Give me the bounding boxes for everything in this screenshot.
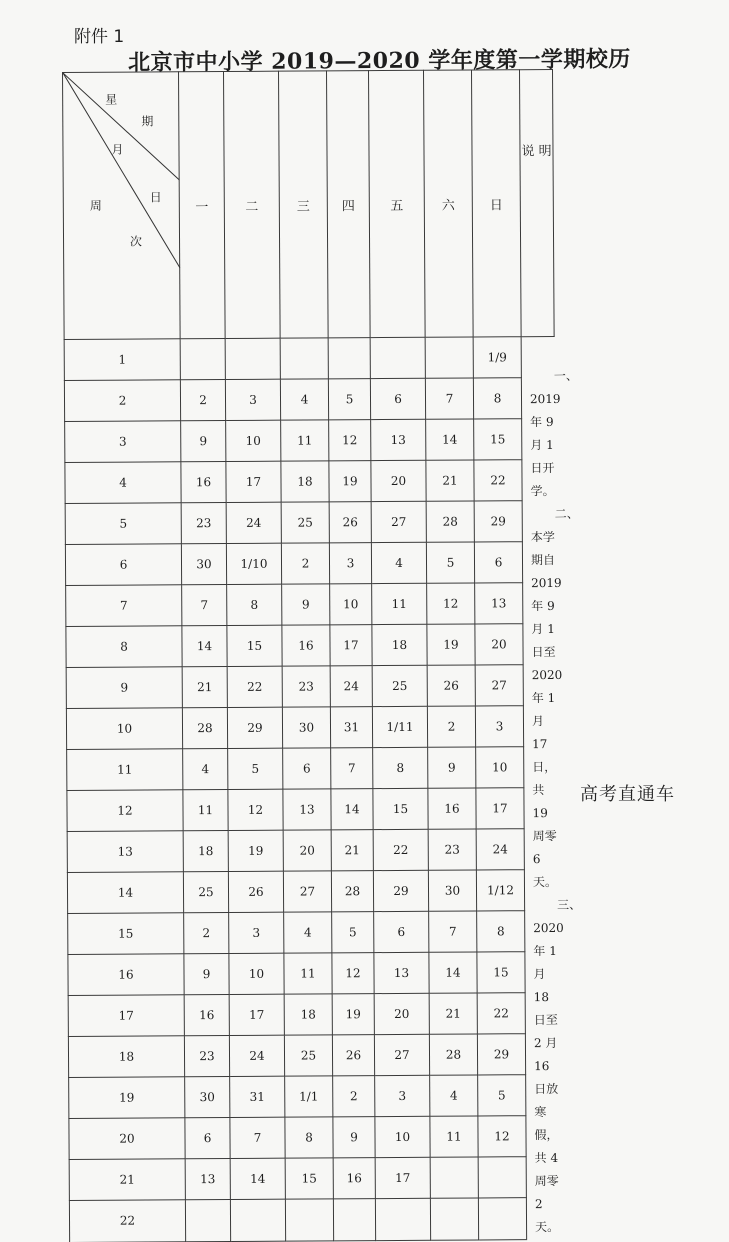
date-cell: 30 bbox=[428, 870, 476, 911]
date-cell: 13 bbox=[283, 789, 331, 830]
date-cell bbox=[230, 1199, 285, 1241]
date-cell: 17 bbox=[229, 994, 284, 1035]
date-cell: 20 bbox=[475, 624, 523, 665]
table-row bbox=[69, 1157, 559, 1201]
week-number-cell: 20 bbox=[69, 1118, 185, 1160]
table-row bbox=[68, 993, 558, 1037]
corner-label-yue: 月 bbox=[111, 142, 124, 157]
date-cell: 1/10 bbox=[226, 543, 281, 584]
date-cell bbox=[430, 1157, 478, 1198]
calendar-body bbox=[64, 336, 582, 1241]
date-cell: 19 bbox=[332, 994, 374, 1035]
date-cell: 4 bbox=[430, 1075, 478, 1116]
header-row bbox=[63, 70, 555, 340]
date-cell: 8 bbox=[227, 584, 282, 625]
date-cell: 15 bbox=[227, 625, 282, 666]
table-row bbox=[68, 952, 558, 996]
school-calendar-table-wrapper bbox=[62, 69, 582, 1235]
date-cell: 12 bbox=[478, 1116, 526, 1157]
date-cell bbox=[478, 1157, 526, 1198]
date-cell: 31 bbox=[330, 707, 372, 748]
date-cell: 28 bbox=[426, 501, 474, 542]
date-cell: 13 bbox=[475, 583, 523, 624]
table-row bbox=[64, 378, 554, 422]
date-cell: 24 bbox=[476, 829, 524, 870]
date-cell: 1/11 bbox=[372, 706, 427, 747]
date-cell: 7 bbox=[425, 378, 473, 419]
table-row bbox=[69, 1075, 559, 1119]
table-row bbox=[68, 911, 558, 955]
date-cell: 9 bbox=[428, 747, 476, 788]
date-cell: 24 bbox=[229, 1035, 284, 1076]
date-cell: 3 bbox=[329, 543, 371, 584]
date-cell: 10 bbox=[330, 584, 372, 625]
notes-cell bbox=[521, 336, 582, 1239]
date-cell: 30 bbox=[282, 707, 330, 748]
date-cell: 2 bbox=[180, 380, 225, 421]
week-number-cell: 5 bbox=[65, 503, 181, 545]
date-cell: 10 bbox=[476, 747, 524, 788]
date-cell: 26 bbox=[228, 871, 283, 912]
date-cell: 18 bbox=[183, 831, 228, 872]
date-cell: 20 bbox=[374, 994, 429, 1035]
week-number-cell: 10 bbox=[66, 708, 182, 750]
table-row bbox=[66, 624, 556, 668]
date-cell bbox=[430, 1198, 478, 1239]
date-cell: 8 bbox=[473, 378, 521, 419]
page-title: 北京市中小学 2019—2020 学年度第一学期校历 bbox=[127, 46, 631, 76]
week-number-cell: 19 bbox=[69, 1077, 185, 1119]
date-cell: 21 bbox=[426, 460, 474, 501]
week-number-cell: 22 bbox=[69, 1200, 185, 1242]
table-row bbox=[65, 542, 555, 586]
date-cell: 18 bbox=[281, 461, 329, 502]
table-row bbox=[66, 583, 556, 627]
date-cell: 3 bbox=[225, 379, 280, 420]
date-cell: 15 bbox=[477, 952, 525, 993]
week-number-cell: 16 bbox=[68, 954, 184, 996]
note-item: 二、本学期自 2019 年 9 月 1 日至 2020 年 1 月 17 日，共 19 周零 6 天。 bbox=[530, 506, 579, 890]
date-cell: 17 bbox=[375, 1158, 430, 1199]
date-cell: 24 bbox=[330, 666, 372, 707]
week-number-cell: 2 bbox=[64, 380, 180, 422]
corner-header-cell bbox=[63, 72, 181, 340]
date-cell: 18 bbox=[284, 994, 332, 1035]
corner-label-ci: 次 bbox=[129, 234, 143, 249]
date-cell: 28 bbox=[182, 708, 227, 749]
date-cell: 8 bbox=[285, 1117, 333, 1158]
table-row bbox=[66, 665, 556, 709]
date-cell: 10 bbox=[375, 1117, 430, 1158]
date-cell: 11 bbox=[372, 583, 427, 624]
date-cell: 22 bbox=[227, 666, 282, 707]
table-row bbox=[67, 788, 557, 832]
corner-label-qi: 期 bbox=[141, 114, 154, 129]
table-row bbox=[64, 336, 554, 380]
date-cell bbox=[285, 1199, 333, 1240]
date-cell: 25 bbox=[183, 872, 228, 913]
date-cell bbox=[425, 337, 473, 378]
date-cell: 22 bbox=[474, 460, 522, 501]
weekday-header-sat: 六 bbox=[423, 70, 473, 337]
date-cell: 11 bbox=[430, 1116, 478, 1157]
date-cell: 13 bbox=[371, 419, 426, 460]
date-cell: 17 bbox=[476, 788, 524, 829]
date-cell: 23 bbox=[184, 1036, 229, 1077]
date-cell: 11 bbox=[281, 420, 329, 461]
date-cell: 29 bbox=[373, 870, 428, 911]
date-cell: 27 bbox=[475, 665, 523, 706]
table-row bbox=[66, 706, 556, 750]
week-number-cell: 7 bbox=[66, 585, 182, 627]
corner-label-xing: 星 bbox=[105, 92, 118, 107]
attachment-label: 附件 1 bbox=[74, 27, 125, 47]
date-cell bbox=[225, 338, 280, 379]
date-cell: 5 bbox=[332, 912, 374, 953]
date-cell bbox=[180, 339, 225, 380]
watermark: 高考直通车 bbox=[580, 784, 675, 805]
date-cell: 31 bbox=[230, 1076, 285, 1117]
date-cell bbox=[333, 1199, 375, 1240]
date-cell: 27 bbox=[374, 1035, 429, 1076]
note-item: 三、2020 年 1 月 18 日至 2 月 16 日放寒假，共 4 周零 2 天。 bbox=[533, 897, 582, 1235]
table-row bbox=[67, 829, 557, 873]
date-cell: 4 bbox=[280, 379, 328, 420]
date-cell: 10 bbox=[226, 420, 281, 461]
date-cell: 3 bbox=[475, 706, 523, 747]
table-row bbox=[69, 1116, 559, 1160]
date-cell: 18 bbox=[372, 624, 427, 665]
date-cell: 23 bbox=[428, 829, 476, 870]
week-number-cell: 6 bbox=[65, 544, 181, 586]
date-cell: 7 bbox=[331, 748, 373, 789]
date-cell: 12 bbox=[427, 583, 475, 624]
date-cell: 2 bbox=[333, 1076, 375, 1117]
week-number-cell: 8 bbox=[66, 626, 182, 668]
weekday-header-fri: 五 bbox=[368, 70, 425, 337]
date-cell: 7 bbox=[182, 585, 227, 626]
date-cell bbox=[370, 337, 425, 378]
week-number-cell: 17 bbox=[68, 995, 184, 1037]
date-cell: 26 bbox=[427, 665, 475, 706]
date-cell: 6 bbox=[374, 911, 429, 952]
date-cell: 4 bbox=[284, 912, 332, 953]
table-row bbox=[65, 419, 555, 463]
week-number-cell: 14 bbox=[67, 872, 183, 914]
date-cell: 5 bbox=[426, 542, 474, 583]
date-cell: 22 bbox=[373, 829, 428, 870]
date-cell: 15 bbox=[474, 419, 522, 460]
date-cell: 16 bbox=[282, 625, 330, 666]
date-cell: 12 bbox=[332, 953, 374, 994]
date-cell: 14 bbox=[426, 419, 474, 460]
note-item: 一、2019 年 9 月 1 日开学。 bbox=[529, 368, 578, 499]
date-cell: 7 bbox=[230, 1117, 285, 1158]
date-cell: 21 bbox=[429, 993, 477, 1034]
date-cell: 26 bbox=[332, 1035, 374, 1076]
date-cell: 17 bbox=[330, 625, 372, 666]
date-cell: 2 bbox=[281, 543, 329, 584]
date-cell: 19 bbox=[427, 624, 475, 665]
date-cell: 13 bbox=[185, 1159, 230, 1200]
date-cell: 25 bbox=[281, 502, 329, 543]
date-cell: 12 bbox=[329, 420, 371, 461]
date-cell bbox=[328, 338, 370, 379]
corner-diagonals bbox=[63, 72, 180, 269]
weekday-header-wed: 三 bbox=[278, 71, 328, 338]
date-cell: 3 bbox=[375, 1076, 430, 1117]
date-cell: 9 bbox=[181, 421, 226, 462]
date-cell: 14 bbox=[230, 1158, 285, 1199]
weekday-header-tue: 二 bbox=[224, 71, 281, 338]
week-number-cell: 21 bbox=[69, 1159, 185, 1201]
date-cell: 19 bbox=[329, 461, 371, 502]
date-cell: 1/1 bbox=[285, 1076, 333, 1117]
week-number-cell: 12 bbox=[67, 790, 183, 832]
date-cell: 20 bbox=[371, 460, 426, 501]
school-calendar-table bbox=[62, 69, 582, 1242]
date-cell: 23 bbox=[181, 503, 226, 544]
date-cell: 8 bbox=[373, 747, 428, 788]
date-cell: 14 bbox=[182, 626, 227, 667]
date-cell: 25 bbox=[372, 665, 427, 706]
date-cell: 9 bbox=[184, 954, 229, 995]
date-cell: 29 bbox=[474, 501, 522, 542]
date-cell: 17 bbox=[226, 461, 281, 502]
date-cell: 16 bbox=[333, 1158, 375, 1199]
date-cell: 19 bbox=[228, 830, 283, 871]
date-cell: 3 bbox=[229, 912, 284, 953]
table-row bbox=[67, 747, 557, 791]
date-cell: 27 bbox=[371, 501, 426, 542]
date-cell: 30 bbox=[181, 544, 226, 585]
date-cell: 26 bbox=[329, 502, 371, 543]
date-cell: 2 bbox=[184, 913, 229, 954]
date-cell: 1/12 bbox=[476, 870, 524, 911]
date-cell: 16 bbox=[428, 788, 476, 829]
date-cell: 10 bbox=[229, 953, 284, 994]
date-cell: 27 bbox=[283, 871, 331, 912]
table-row bbox=[65, 501, 555, 545]
date-cell: 21 bbox=[331, 830, 373, 871]
date-cell: 12 bbox=[228, 789, 283, 830]
date-cell: 29 bbox=[477, 1034, 525, 1075]
date-cell: 5 bbox=[478, 1075, 526, 1116]
date-cell: 11 bbox=[183, 790, 228, 831]
date-cell: 30 bbox=[185, 1077, 230, 1118]
date-cell bbox=[375, 1199, 430, 1241]
table-row bbox=[65, 460, 555, 504]
date-cell: 2 bbox=[427, 706, 475, 747]
date-cell bbox=[280, 338, 328, 379]
week-number-cell: 3 bbox=[65, 421, 181, 463]
date-cell bbox=[478, 1198, 526, 1239]
table-row bbox=[69, 1198, 559, 1242]
table-row bbox=[67, 870, 557, 914]
week-number-cell: 9 bbox=[66, 667, 182, 709]
weekday-header-sun: 日 bbox=[471, 70, 521, 337]
date-cell: 5 bbox=[328, 379, 370, 420]
date-cell: 24 bbox=[226, 502, 281, 543]
date-cell: 23 bbox=[282, 666, 330, 707]
date-cell bbox=[185, 1200, 230, 1241]
table-row bbox=[68, 1034, 558, 1078]
date-cell: 5 bbox=[228, 748, 283, 789]
date-cell: 28 bbox=[331, 871, 373, 912]
weekday-header-mon: 一 bbox=[179, 72, 226, 339]
date-cell: 15 bbox=[373, 788, 428, 829]
notes-header: 说 明 bbox=[519, 70, 554, 337]
date-cell: 9 bbox=[282, 584, 330, 625]
date-cell: 7 bbox=[429, 911, 477, 952]
date-cell: 21 bbox=[182, 667, 227, 708]
date-cell: 4 bbox=[371, 542, 426, 583]
date-cell: 4 bbox=[183, 749, 228, 790]
date-cell: 15 bbox=[285, 1158, 333, 1199]
date-cell: 16 bbox=[181, 462, 226, 503]
corner-label-ri: 日 bbox=[149, 190, 162, 205]
week-number-cell: 15 bbox=[68, 913, 184, 955]
date-cell: 6 bbox=[283, 748, 331, 789]
week-number-cell: 13 bbox=[67, 831, 183, 873]
date-cell: 6 bbox=[474, 542, 522, 583]
date-cell: 16 bbox=[184, 995, 229, 1036]
date-cell: 1/9 bbox=[473, 337, 521, 378]
date-cell: 11 bbox=[284, 953, 332, 994]
date-cell: 20 bbox=[283, 830, 331, 871]
week-number-cell: 18 bbox=[68, 1036, 184, 1078]
date-cell: 28 bbox=[429, 1034, 477, 1075]
date-cell: 25 bbox=[284, 1035, 332, 1076]
week-number-cell: 1 bbox=[64, 339, 180, 381]
date-cell: 14 bbox=[429, 952, 477, 993]
week-number-cell: 11 bbox=[67, 749, 183, 791]
weekday-header-thu: 四 bbox=[326, 71, 370, 338]
date-cell: 9 bbox=[333, 1117, 375, 1158]
date-cell: 13 bbox=[374, 953, 429, 994]
corner-label-zhou: 周 bbox=[89, 198, 102, 213]
date-cell: 8 bbox=[477, 911, 525, 952]
date-cell: 22 bbox=[477, 993, 525, 1034]
date-cell: 6 bbox=[370, 378, 425, 419]
date-cell: 29 bbox=[227, 707, 282, 748]
date-cell: 14 bbox=[331, 789, 373, 830]
week-number-cell: 4 bbox=[65, 462, 181, 504]
date-cell: 6 bbox=[185, 1118, 230, 1159]
